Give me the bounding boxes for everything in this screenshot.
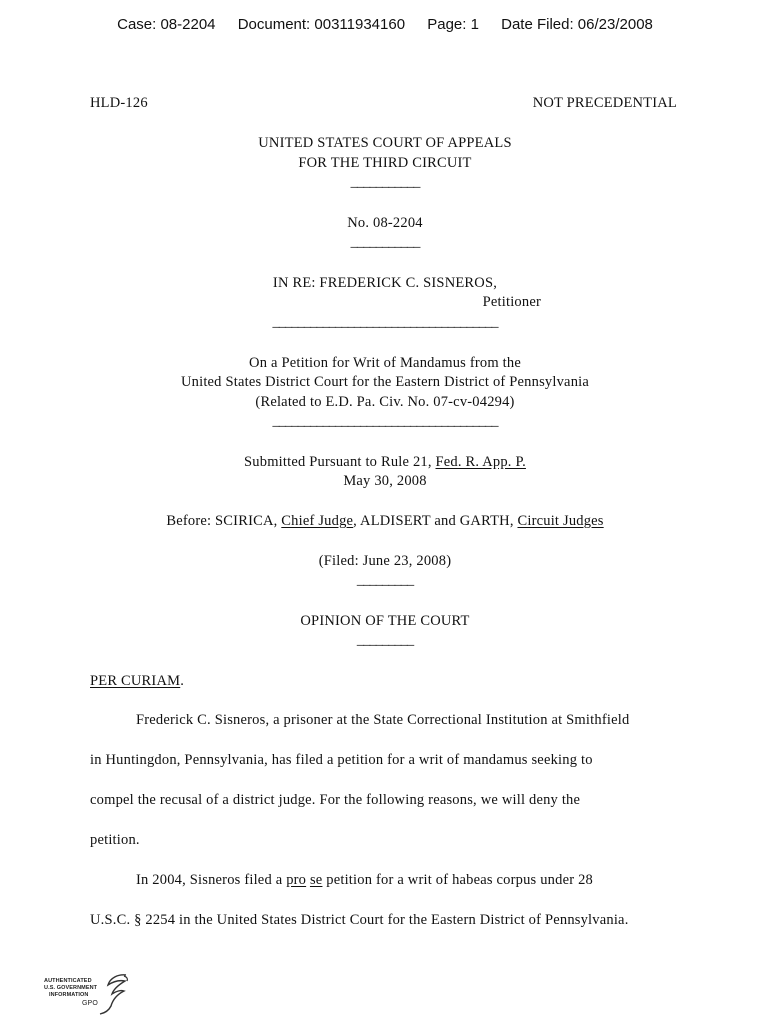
petition-line1: On a Petition for Writ of Mandamus from the <box>249 355 521 371</box>
se-term: se <box>309 872 323 888</box>
logo-line4: GPO <box>82 1000 98 1007</box>
filed-date: (Filed: June 23, 2008) <box>318 553 452 569</box>
per-curiam-period: . <box>180 673 185 689</box>
date-filed: Date Filed: 06/23/2008 <box>501 16 653 33</box>
paragraph1-line4: petition. <box>90 832 140 848</box>
court-name-line2: FOR THE THIRD CIRCUIT <box>298 155 472 171</box>
case-docket-number: No. 08-2204 <box>347 215 423 231</box>
logo-line3: INFORMATION <box>49 992 89 998</box>
paragraph2-text-b: petition for a writ of habeas corpus under 28 <box>322 872 593 888</box>
submission-date: May 30, 2008 <box>343 473 427 489</box>
circuit-judges-title: Circuit Judges <box>517 513 604 529</box>
precedential-status: NOT PRECEDENTIAL <box>532 95 677 111</box>
petitioner-role: Petitioner <box>482 294 541 310</box>
document-header <box>0 16 770 33</box>
divider-rule: ____________________________________ <box>272 413 498 429</box>
paragraph1-line3: compel the recusal of a district judge. For the following reasons, we will deny the <box>90 792 581 808</box>
logo-line2: U.S. GOVERNMENT <box>44 985 98 991</box>
paragraph1-line1: Frederick C. Sisneros, a prisoner at the State Correctional Institution at Smithfield <box>136 712 630 728</box>
divider-rule: _________ <box>356 572 414 588</box>
petition-line3: (Related to E.D. Pa. Civ. No. 07-cv-04294) <box>255 394 515 410</box>
pro-term: pro <box>286 872 307 888</box>
paragraph2-line2: U.S.C. § 2254 in the United States District Court for the Eastern District of Pennsylvania. <box>90 912 629 928</box>
per-curiam-heading <box>90 673 184 690</box>
divider-rule: _________ <box>356 632 414 648</box>
submission-prefix: Submitted Pursuant to Rule 21, <box>244 454 436 470</box>
logo-line1: AUTHENTICATED <box>44 978 92 984</box>
panel-middle: , ALDISERT and GARTH, <box>353 513 518 529</box>
case-number: Case: 08-2204 <box>117 16 216 33</box>
document-number: Document: 00311934160 <box>237 16 406 33</box>
divider-rule: ___________ <box>350 234 420 250</box>
page-number: Page: 1 <box>427 16 479 33</box>
paragraph2-text-a: In 2004, Sisneros filed a <box>136 872 287 888</box>
submission-line <box>0 454 770 471</box>
chief-judge-title: Chief Judge <box>281 513 354 529</box>
petitioner-name: IN RE: FREDERICK C. SISNEROS, <box>272 275 498 291</box>
court-name-line1: UNITED STATES COURT OF APPEALS <box>258 135 512 151</box>
per-curiam-label: PER CURIAM <box>90 673 181 689</box>
petition-line2: United States District Court for the Eastern District of Pennsylvania <box>180 374 590 390</box>
panel-before: Before: SCIRICA, <box>166 513 282 529</box>
eagle-icon <box>96 972 130 1016</box>
panel-line <box>0 513 770 530</box>
opinion-title: OPINION OF THE COURT <box>300 613 470 629</box>
divider-rule: ___________ <box>350 174 420 190</box>
paragraph2-line1 <box>136 872 593 889</box>
gpo-authentication-logo <box>44 972 134 1018</box>
rule-reference: Fed. R. App. P. <box>435 454 526 470</box>
paragraph1-line2: in Huntingdon, Pennsylvania, has filed a petition for a writ of mandamus seeking to <box>90 752 593 768</box>
divider-rule: ____________________________________ <box>272 314 498 330</box>
docket-code: HLD-126 <box>90 95 148 111</box>
